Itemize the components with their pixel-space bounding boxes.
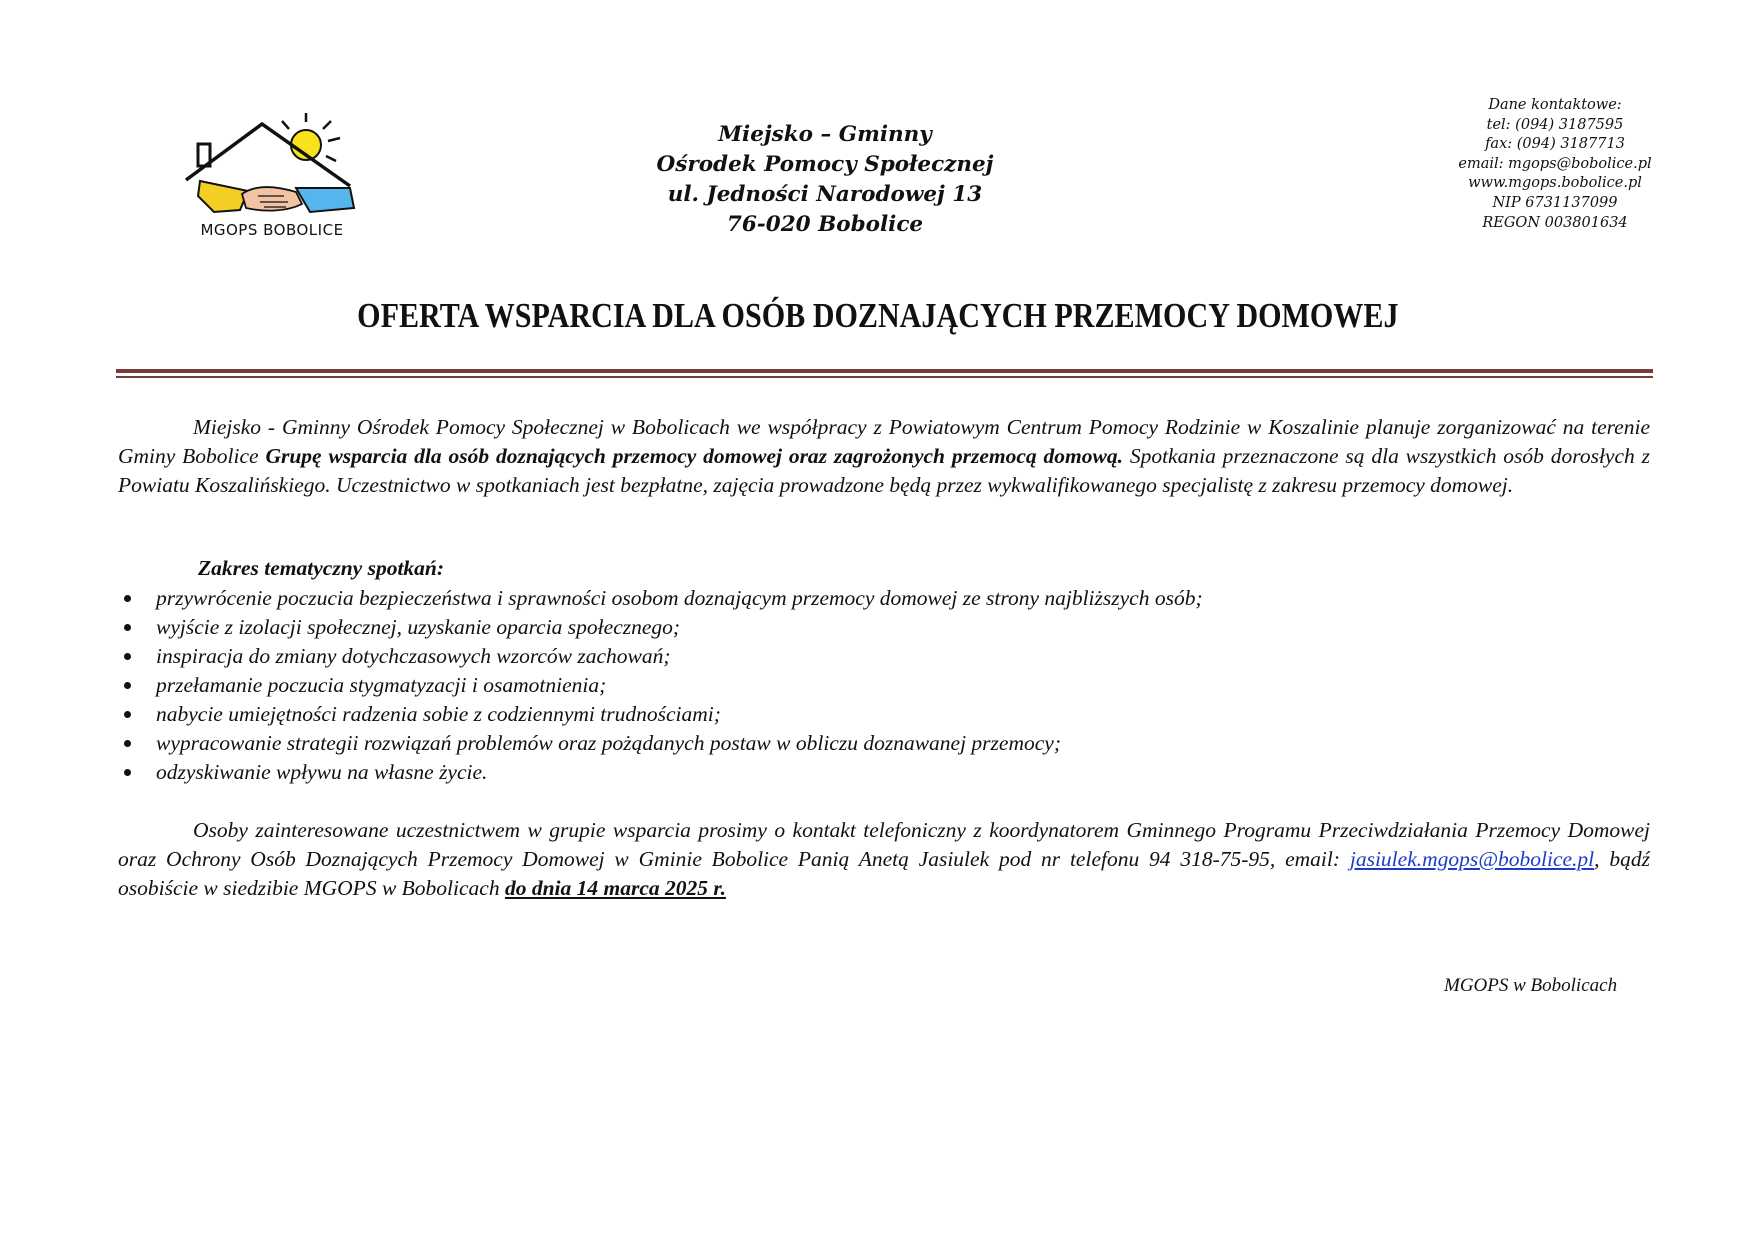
intro-paragraph <box>118 413 1650 500</box>
list-item <box>118 613 1648 642</box>
list-item <box>118 584 1648 613</box>
org-postcode-city: 76-020 Bobolice <box>726 212 924 237</box>
contact-text-after: , bądź osobiście w siedzibie MGOPS w Bobolicach <box>118 847 1650 900</box>
list-item <box>118 671 1648 700</box>
list-item-text: nabycie umiejętności radzenia sobie z codziennymi trudnościami; <box>156 702 721 726</box>
bullet-icon <box>124 740 131 747</box>
list-item <box>118 758 1648 787</box>
contact-paragraph <box>118 816 1650 903</box>
contact-details <box>1420 96 1690 233</box>
list-item-text: przywrócenie poczucia bezpieczeństwa i sprawności osobom doznającym przemocy domowej ze strony najbliższych osób; <box>156 586 1203 610</box>
contact-email: email: mgops@bobolice.pl <box>1458 155 1652 172</box>
contact-heading: Dane kontaktowe: <box>1488 97 1622 113</box>
list-item-text: wyjście z izolacji społecznej, uzyskanie oparcia społecznego; <box>156 615 681 639</box>
divider-thin <box>116 376 1653 378</box>
list-item-text: inspiracja do zmiany dotychczasowych wzorców zachowań; <box>156 644 671 668</box>
bullet-icon <box>124 624 131 631</box>
deadline-text: do dnia 14 marca 2025 r. <box>504 876 726 900</box>
contact-nip: NIP 6731137099 <box>1492 194 1618 211</box>
topics-list <box>118 584 1648 787</box>
intro-text-end: Spotkania przeznaczone są dla wszystkich osób dorosłych z Powiatu Koszalińskiego. Uczestnictwo w spotkaniach jest bezpłatne, zajęcia prowadzone będą przez wykwalifikowanego specjalistę z zakresu przemocy domowej. <box>118 444 1650 497</box>
bullet-icon <box>124 595 131 602</box>
bullet-icon <box>124 653 131 660</box>
topics-heading: Zakres tematyczny spotkań: <box>198 556 445 580</box>
org-name-line1: Miejsko – Gminny <box>718 122 932 147</box>
page-title: OFERTA WSPARCIA DLA OSÓB DOZNAJĄCYCH PRZEMOCY DOMOWEJ <box>357 296 1399 335</box>
list-item-text: wypracowanie strategii rozwiązań problemów oraz pożądanych postaw w obliczu doznawanej przemocy; <box>156 731 1061 755</box>
logo-text: MGOPS BOBOLICE <box>200 221 344 239</box>
bullet-icon <box>124 682 131 689</box>
org-name-line2: Ośrodek Pomocy Społecznej <box>656 152 994 177</box>
org-address <box>600 120 1050 240</box>
intro-bold-text: Grupę wsparcia dla osób doznających przemocy domowej oraz zagrożonych przemocą domową. <box>265 444 1123 468</box>
contact-tel: tel: (094) 3187595 <box>1486 116 1624 133</box>
contact-www: www.mgops.bobolice.pl <box>1468 175 1642 192</box>
bullet-icon <box>124 711 131 718</box>
contact-regon: REGON 003801634 <box>1482 214 1628 231</box>
email-link[interactable]: jasiulek.mgops@bobolice.pl <box>1349 847 1595 871</box>
list-item-text: przełamanie poczucia stygmatyzacji i osamotnienia; <box>156 673 607 697</box>
intro-text: Miejsko - Gminny Ośrodek Pomocy Społecznej w Bobolicach we współpracy z Powiatowym Centrum Pomocy Rodzinie w Koszalinie planuje zorganizować na terenie Gminy Bobolice <box>118 415 1650 468</box>
list-item <box>118 642 1648 671</box>
list-item <box>118 729 1648 758</box>
contact-fax: fax: (094) 3187713 <box>1485 136 1625 153</box>
mgops-logo <box>178 108 366 243</box>
list-item-text: odzyskiwanie wpływu na własne życie. <box>156 760 488 784</box>
org-street: ul. Jedności Narodowej 13 <box>667 182 983 207</box>
list-item <box>118 700 1648 729</box>
house-handshake-icon <box>178 108 366 220</box>
signature: MGOPS w Bobolicach <box>1444 975 1618 996</box>
bullet-icon <box>124 769 131 776</box>
contact-text: Osoby zainteresowane uczestnictwem w grupie wsparcia prosimy o kontakt telefoniczny z koordynatorem Gminnego Programu Przeciwdziałania Przemocy Domowej oraz Ochrony Osób Doznających Przemocy Domowej w Gminie Bobolice Panią Anetą Jasiulek pod nr telefonu 94 318-75-95, email: <box>118 818 1650 871</box>
divider-thick <box>116 369 1653 373</box>
